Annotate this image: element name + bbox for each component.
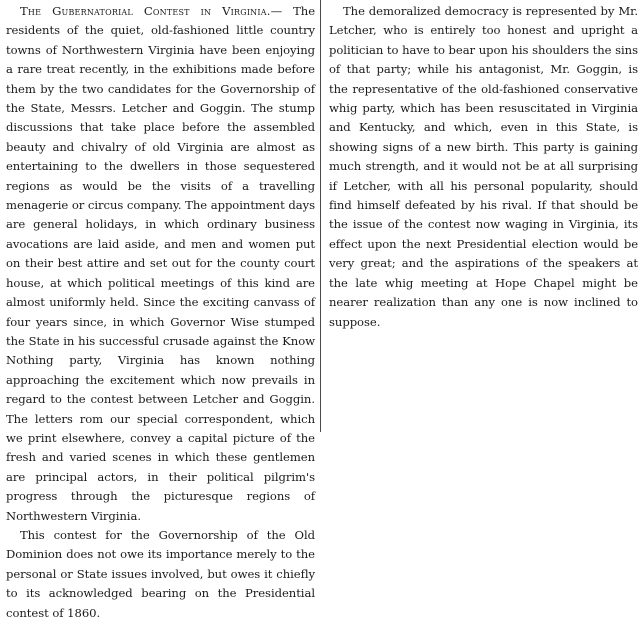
article-headline: The Gubernatorial Contest in Virginia.— <box>20 4 283 18</box>
article-paragraph-1 <box>6 2 315 526</box>
paragraph-text: The residents of the quiet, old-fashioned little country towns of Northwestern Virginia have been enjoying a rare treat recently, in the exhibitions made before them by the two candidates for the Governorship of the State, Messrs. Letcher and Goggin. The stump discussions that take place before the assembled beauty and chivalry of old Virginia are almost as entertaining to the dwellers in those sequestered regions as would be the visits of a travelling menagerie or circus company. The appointment days are general holidays, in which ordinary business avocations are laid aside, and men and women put on their best attire and set out for the county court house, at which political meetings of this kind are almost uniformly held. Since the exciting canvass of four years since, in which Governor Wise stumped the State in his successful crusade against the Know Nothing party, Virginia has known nothing approaching the excitement which now prevails in regard to the contest between Letcher and Goggin. The letters rom our special correspondent, which we print elsewhere, convey a capital picture of the fresh and varied scenes in which these gentlemen are principal actors, in their political pilgrim's progress through the picturesque regions of Northwestern Virginia. <box>6 4 316 523</box>
column-divider <box>320 0 321 432</box>
right-column <box>329 2 638 332</box>
article-paragraph-3: The demoralized democracy is represented by Mr. Letcher, who is entirely too honest and upright a politician to have to bear upon his shoulders the sins of that party; while his antagonist, Mr. Goggin, is the representative of the old-fashioned conservative whig party, which has been resuscitated in Virginia and Kentucky, and which, even in this State, is showing signs of a new birth. This party is gaining much strength, and it would not be at all surprising if Letcher, with all his personal popularity, should find himself defeated by his rival. If that should be the issue of the contest now waging in Virginia, its effect upon the next Presidential election would be very great; and the aspirations of the speakers at the late whig meeting at Hope Chapel might be nearer realization than any one is now inclined to suppose. <box>329 4 638 329</box>
article-paragraph-2: This contest for the Governorship of the Old Dominion does not owe its importance merely to the personal or State issues involved, but owes it chiefly to its acknowledged bearing on the Presidential contest of 1860. <box>6 527 315 620</box>
left-column <box>6 2 315 623</box>
